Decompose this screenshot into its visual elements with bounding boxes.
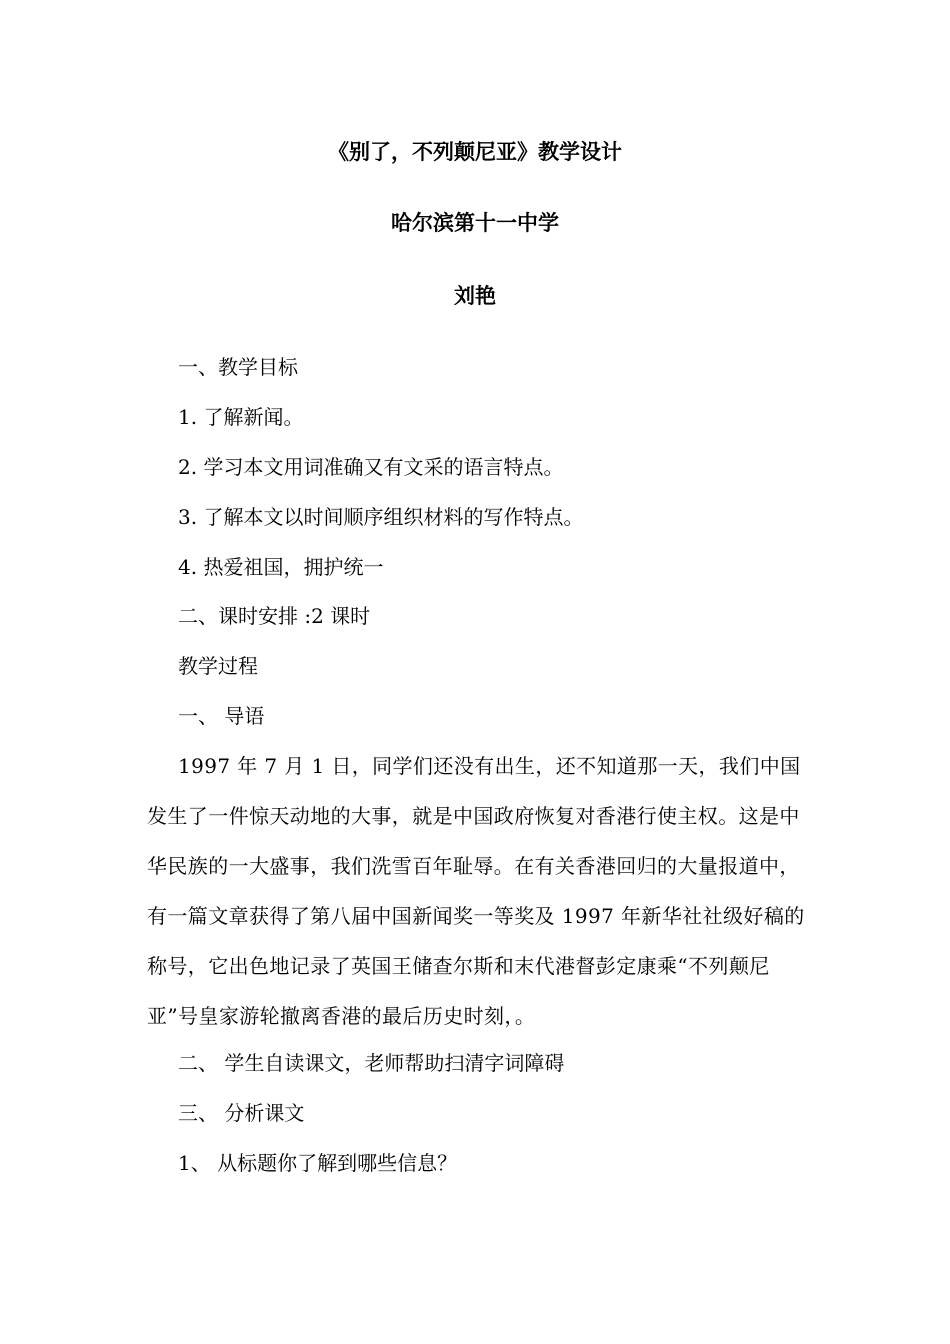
intro-paragraph-block: [147, 741, 809, 1041]
step-heading-self-reading: 二、 学生自读课文，老师帮助扫清字词障碍: [178, 1051, 565, 1075]
objective-item: 2. 学习本文用词准确又有文采的语言特点。: [178, 455, 564, 479]
step-heading-intro: 一、 导语: [178, 704, 265, 728]
question-item: 1、 从标题你了解到哪些信息？: [178, 1151, 458, 1175]
author-name: 刘艳: [454, 283, 496, 308]
document-title: 《别了，不列颠尼亚》教学设计: [328, 139, 622, 164]
section-heading-schedule: 二、课时安排 :2 课时: [178, 604, 371, 628]
school-name: 哈尔滨第十一中学: [391, 210, 559, 235]
section-heading-objectives: 一、教学目标: [178, 355, 298, 379]
objective-item: 1. 了解新闻。: [178, 405, 304, 429]
intro-paragraph: 1997 年 7 月 1 日，同学们还没有出生，还不知道那一天，我们中国发生了一件惊天动地的大事，就是中国政府恢复对香港行使主权。这是中华民族的一大盛事，我们洗雪百年耻辱。在有关香港回归的大量报道中，有一篇文章获得了第八届中国新闻奖一等奖及 1997 年新华社社级好稿的称号，它出色地记录了英国王储查尔斯和末代港督彭定康乘“不列颠尼亚”号皇家游轮撤离香港的最后历史时刻，。: [147, 754, 805, 1028]
objective-item: 3. 了解本文以时间顺序组织材料的写作特点。: [178, 505, 584, 529]
objective-item: 4. 热爱祖国，拥护统一: [178, 555, 384, 579]
step-heading-analysis: 三、 分析课文: [178, 1101, 305, 1125]
process-heading: 教学过程: [178, 654, 258, 678]
